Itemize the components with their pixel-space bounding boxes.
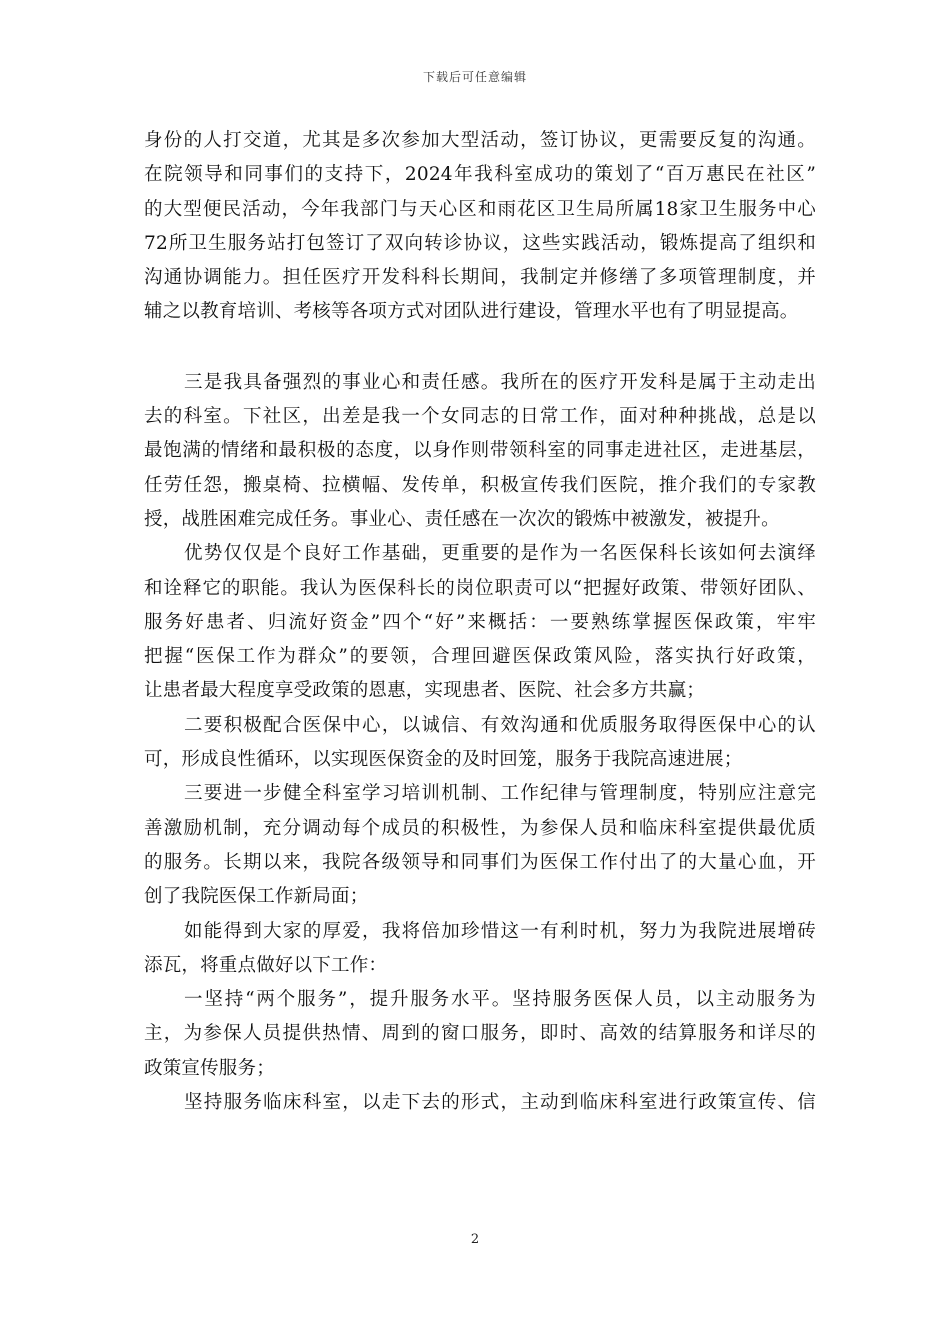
text-line: 把握“医保工作为群众”的要领，合理回避医保政策风险，落实执行好政策，: [144, 646, 816, 668]
paragraph: [144, 983, 816, 1086]
document-body: [144, 124, 816, 1120]
text-line: 最饱满的情绪和最积极的态度，以身作则带领科室的同事走进社区，走进基层，: [144, 440, 816, 462]
text-line: 三是我具备强烈的事业心和责任感。我所在的医疗开发科是属于主动走出: [184, 371, 816, 393]
text-line: 去的科室。下社区，出差是我一个女同志的日常工作，面对种种挑战，总是以: [144, 406, 816, 428]
text-line: 优势仅仅是个良好工作基础，更重要的是作为一名医保科长该如何去演绎: [184, 543, 816, 565]
text-line: 72所卫生服务站打包签订了双向转诊协议，这些实践活动，锻炼提高了组织和: [144, 232, 816, 254]
text-line: 主，为参保人员提供热情、周到的窗口服务，即时、高效的结算服务和详尽的: [144, 1023, 816, 1045]
text-line: 身份的人打交道，尤其是多次参加大型活动，签订协议，更需要反复的沟通。: [144, 130, 816, 151]
paragraph: [144, 777, 816, 914]
paragraph: [144, 366, 816, 537]
text-line: 可，形成良性循环，以实现医保资金的及时回笼，服务于我院高速进展；: [144, 749, 743, 771]
page-header: 下载后可任意编辑: [422, 70, 527, 84]
text-line: 三要进一步健全科室学习培训机制、工作纪律与管理制度，特别应注意完: [184, 783, 816, 805]
text-line: 授，战胜困难完成任务。事业心、责任感在一次次的锻炼中被激发，被提升。: [144, 508, 780, 530]
text-line: 政策宣传服务；: [144, 1057, 275, 1079]
paragraph: [144, 124, 816, 330]
text-line: 沟通协调能力。担任医疗开发科科长期间，我制定并修缮了多项管理制度，并: [144, 267, 816, 289]
page-number: 2: [470, 1232, 480, 1247]
text-line: 服务好患者、归流好资金”四个“好”来概括：一要熟练掌握医保政策，牢牢: [144, 611, 816, 633]
text-line: 任劳任怨，搬桌椅、拉横幅、发传单，积极宣传我们医院，推介我们的专家教: [144, 474, 816, 496]
text-line: 善激励机制，充分调动每个成员的积极性，为参保人员和临床科室提供最优质: [144, 817, 816, 839]
text-line: 的大型便民活动，今年我部门与天心区和雨花区卫生局所属18家卫生服务中心: [144, 198, 816, 220]
paragraph-gap: [144, 330, 816, 366]
paragraph: [144, 537, 816, 708]
text-line: 辅之以教育培训、考核等各项方式对团队进行建设，管理水平也有了明显提高。: [144, 301, 799, 323]
paragraph: [144, 1086, 816, 1120]
text-line: 创了我院医保工作新局面；: [144, 886, 369, 908]
paragraph: [144, 915, 816, 984]
text-line: 在院领导和同事们的支持下，2024年我科室成功的策划了“百万惠民在社区”: [144, 164, 816, 186]
text-line: 坚持服务临床科室，以走下去的形式，主动到临床科室进行政策宣传、信: [184, 1092, 816, 1114]
text-line: 添瓦，将重点做好以下工作：: [144, 954, 388, 976]
text-line: 一坚持“两个服务”，提升服务水平。坚持服务医保人员，以主动服务为: [184, 989, 816, 1011]
text-line: 和诠释它的职能。我认为医保科长的岗位职责可以“把握好政策、带领好团队、: [144, 577, 816, 599]
text-line: 二要积极配合医保中心，以诚信、有效沟通和优质服务取得医保中心的认: [184, 714, 816, 736]
paragraph: [144, 709, 816, 778]
text-line: 让患者最大程度享受政策的恩惠，实现患者、医院、社会多方共赢；: [144, 680, 706, 702]
text-line: 如能得到大家的厚爱，我将倍加珍惜这一有利时机，努力为我院进展增砖: [184, 920, 816, 942]
text-line: 的服务。长期以来，我院各级领导和同事们为医保工作付出了的大量心血，开: [144, 851, 816, 873]
